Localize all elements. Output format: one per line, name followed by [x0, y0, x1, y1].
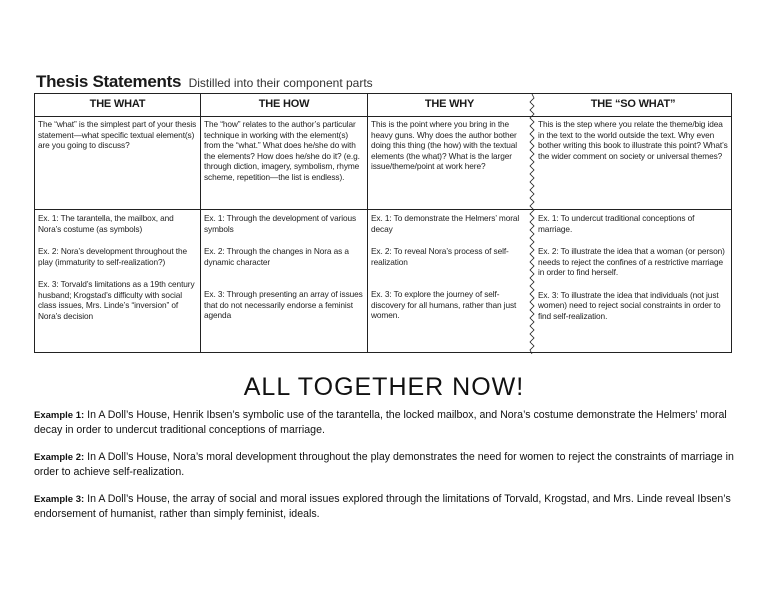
header-divider: [35, 116, 731, 117]
description-the-what: The “what” is the simplest part of your thesis statement—what specific textual element(s) are you going to discuss?: [38, 119, 197, 150]
description-the-how: The “how” relates to the author’s particular technique in working with the element(s) from the “what.” What does he/she do with the elements? How does he/she do it? (e.g. through diction, imagery, symbolism, rhyme scheme, repetition—the list is endless).: [204, 119, 360, 182]
example-item: Ex. 2: Through the changes in Nora as a dynamic character: [204, 246, 349, 267]
zigzag-divider: [529, 94, 535, 354]
combined-example-1: [34, 408, 734, 437]
document-subtitle: Distilled into their component parts: [188, 76, 373, 90]
all-together-heading: ALL TOGETHER NOW!: [243, 373, 525, 401]
examples-the-why: [371, 213, 527, 330]
example-item: Ex. 3: To explore the journey of self-discovery for all humans, rather than just women.: [371, 289, 517, 320]
example-item: Ex. 2: To illustrate the idea that a woman (or person) needs to reject the confines of a restrictive marriage in order to find herself.: [538, 246, 725, 277]
examples-the-what: [38, 213, 196, 330]
example-item: Ex. 1: To undercut traditional conceptions of marriage.: [538, 213, 695, 234]
example-label: Example 1:: [34, 410, 85, 421]
example-label: Example 3:: [34, 494, 85, 505]
thesis-table: [34, 93, 732, 353]
column-divider: [200, 94, 201, 352]
example-text: In A Doll’s House, Nora’s moral development throughout the play demonstrates the need for women to reject the constraints of marriage in order to achieve self-realization.: [34, 451, 734, 478]
column-divider: [367, 94, 368, 352]
example-item: Ex. 1: To demonstrate the Helmers’ moral decay: [371, 213, 520, 234]
examples-the-how: [204, 213, 364, 330]
example-item: Ex. 3: To illustrate the idea that individuals (not just women) need to reject social constraints in order to find self-realization.: [538, 289, 721, 321]
document-title: Thesis Statements: [36, 72, 182, 91]
example-item: Ex. 2: To reveal Nora’s process of self-realization: [371, 246, 509, 267]
example-label: Example 2:: [34, 452, 85, 463]
combined-example-2: [34, 450, 734, 479]
example-item: Ex. 1: The tarantella, the mailbox, and Nora’s costume (as symbols): [38, 213, 174, 234]
description-the-why: This is the point where you bring in the heavy guns. Why does the author bother doing this thing (the how) with the textual elements (the what)? What is the larger issue/theme/point at work here?: [371, 119, 518, 171]
example-item: Ex. 2: Nora’s development throughout the play (immaturity to self-realization?): [38, 246, 187, 267]
example-item: Ex. 1: Through the development of various symbols: [204, 213, 357, 234]
example-text: In A Doll’s House, the array of social and moral issues explored through the limitations of Torvald, Krogstad, and Mrs. Linde reveal Ibsen’s endorsement of humanist, rather than simply feminist, ideals.: [34, 493, 731, 520]
header-the-so-what: THE “SO WHAT”: [590, 98, 676, 110]
document-title-row: [36, 72, 373, 92]
example-item: Ex. 3: Through presenting an array of issues that do not necessarily endorse a feminist agenda: [204, 289, 363, 320]
example-text: In A Doll’s House, Henrik Ibsen’s symbolic use of the tarantella, the locked mailbox, and Nora’s costume demonstrate the Helmers’ moral decay in order to undercut traditional conceptions of marriage.: [34, 409, 727, 436]
header-the-why: THE WHY: [424, 98, 475, 110]
examples-the-so-what: [538, 213, 730, 330]
row-divider: [35, 209, 731, 210]
combined-example-3: [34, 492, 734, 521]
example-item: Ex. 3: Torvald’s limitations as a 19th century husband; Krogstad’s difficulty with social class issues, Mrs. Linde’s “inversion” of Nora’s decision: [38, 279, 195, 321]
header-the-how: THE HOW: [258, 98, 310, 110]
header-the-what: THE WHAT: [89, 98, 146, 110]
description-the-so-what: This is the step where you relate the theme/big idea in the text to the world outside the text. Why even bother writing this book to illustrate this point? What’s the wider comment on society or universal themes?: [538, 119, 728, 161]
